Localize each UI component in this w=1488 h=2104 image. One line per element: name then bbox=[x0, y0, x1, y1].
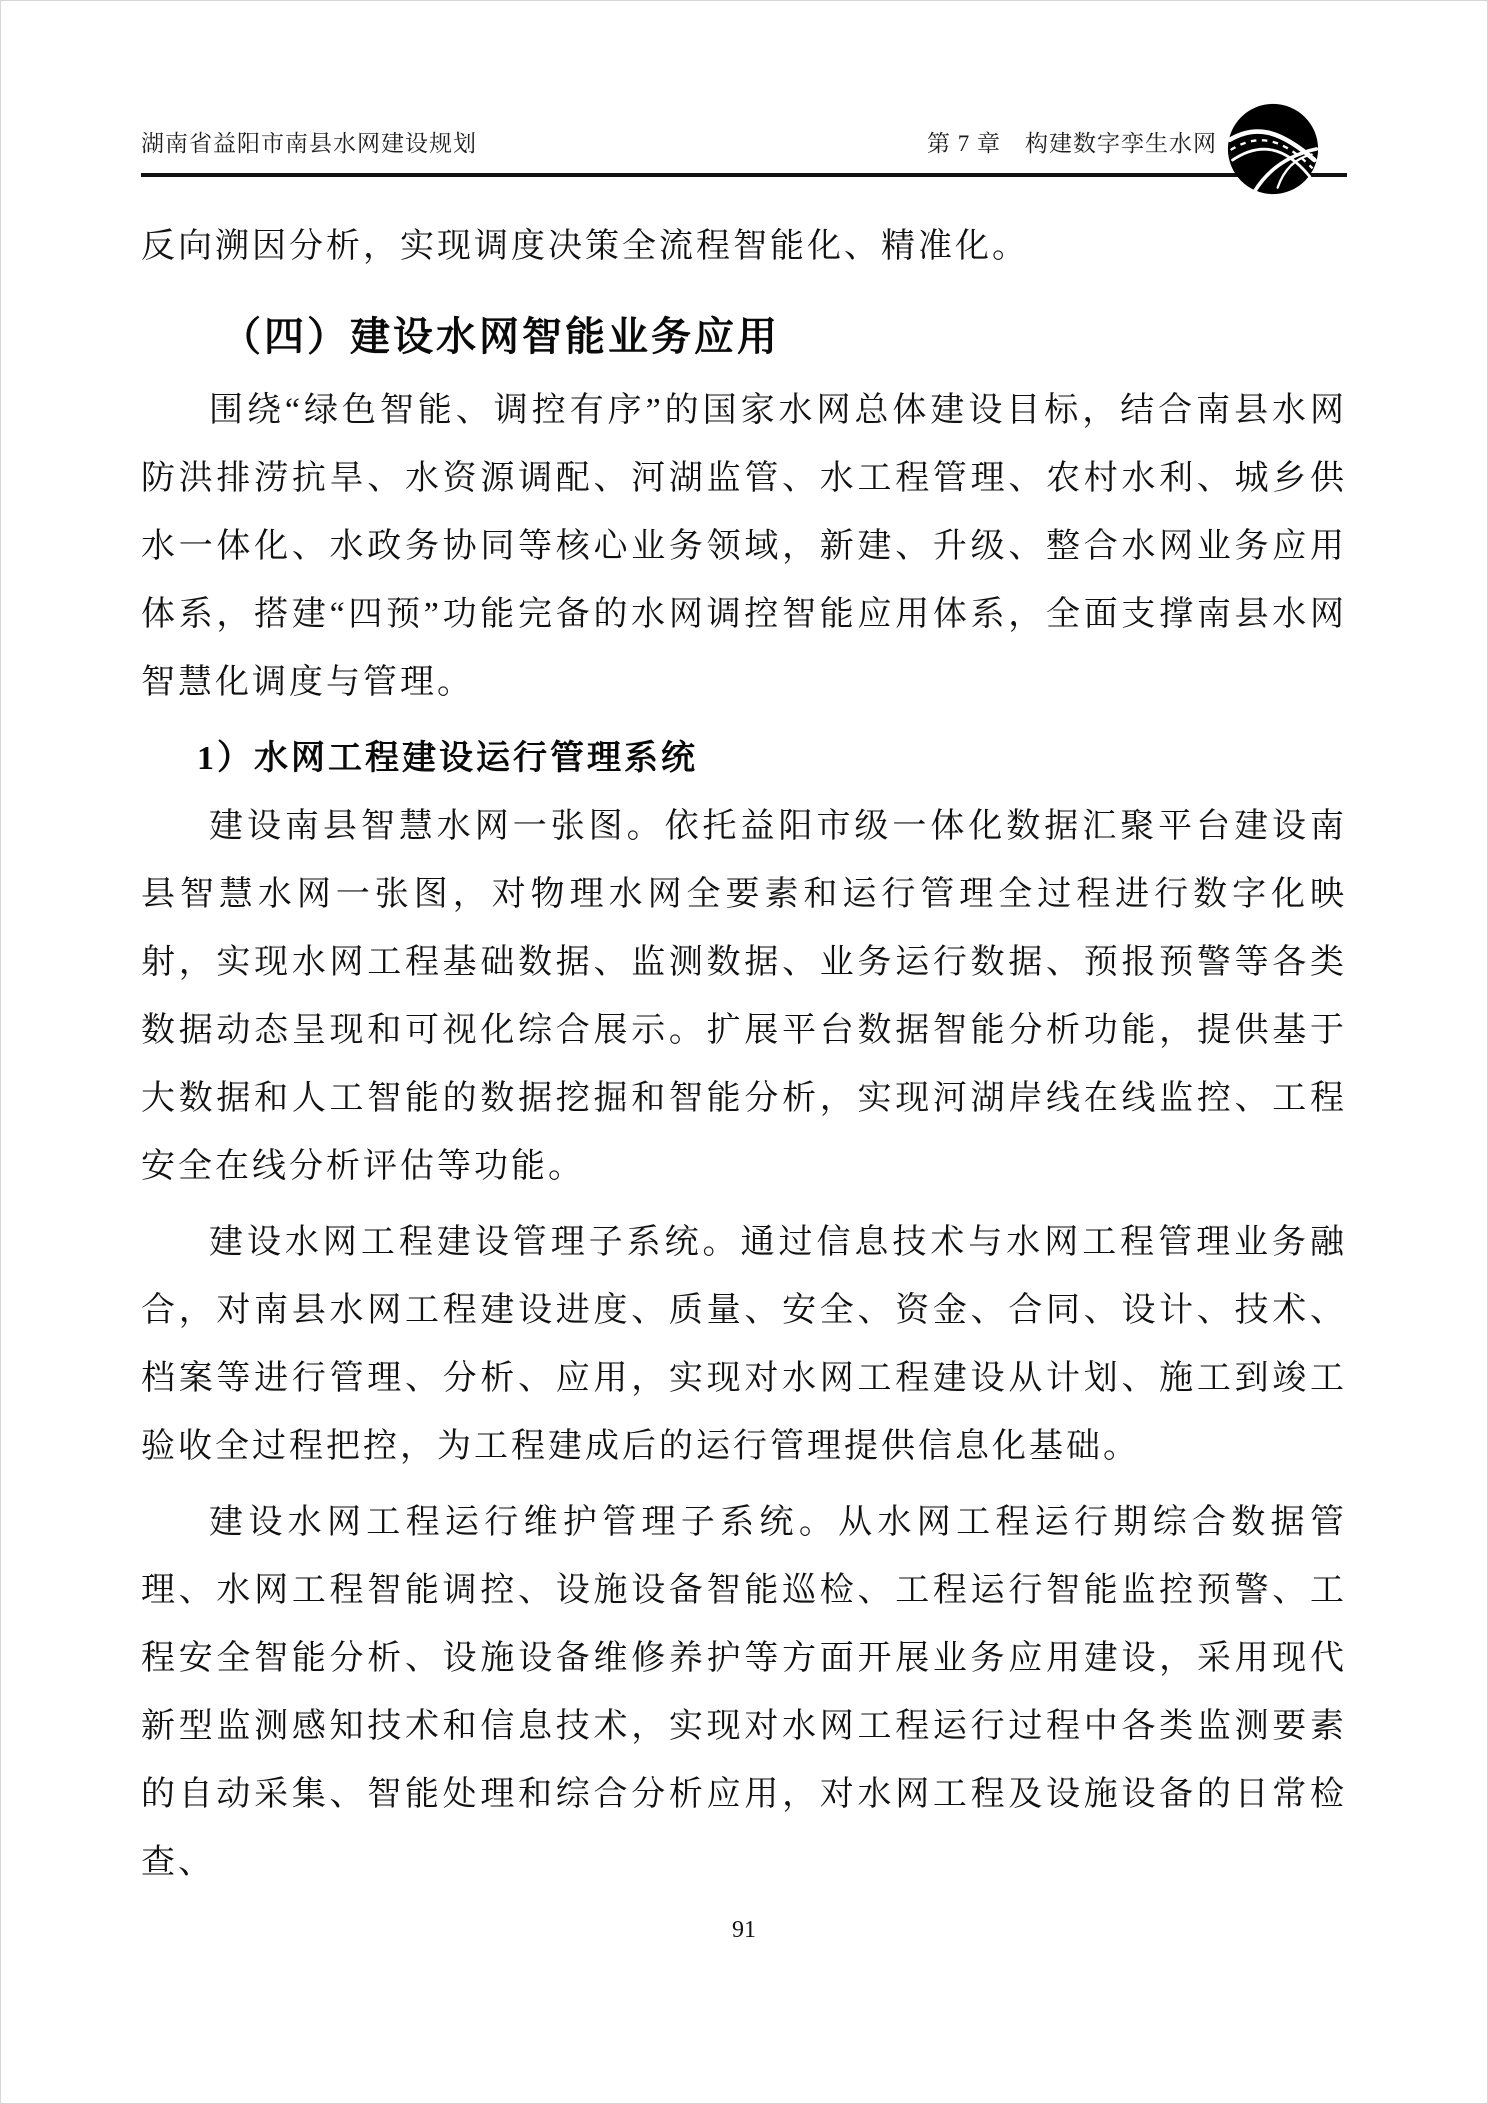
road-emblem-icon bbox=[1227, 103, 1319, 195]
paragraph-one-map: 建设南县智慧水网一张图。依托益阳市级一体化数据汇聚平台建设南县智慧水网一张图，对物理水网全要素和运行管理全过程进行数字化映射，实现水网工程基础数据、监测数据、业务运行数据、预报预警等各类数据动态呈现和可视化综合展示。扩展平台数据智能分析功能，提供基于大数据和人工智能的数据挖掘和智能分析，实现河湖岸线在线监控、工程安全在线分析评估等功能。 bbox=[141, 808, 1347, 1185]
paragraph-operation-subsystem: 建设水网工程运行维护管理子系统。从水网工程运行期综合数据管理、水网工程智能调控、设施设备智能巡检、工程运行智能监控预警、工程安全智能分析、设施设备维修养护等方面开展业务应用建设，采用现代新型监测感知技术和信息技术，实现对水网工程运行过程中各类监测要素的自动采集、智能处理和综合分析应用，对水网工程及设施设备的日常检查、 bbox=[141, 1504, 1347, 1881]
header-row bbox=[141, 129, 1347, 159]
header-document-title: 湖南省益阳市南县水网建设规划 bbox=[141, 131, 477, 156]
sub-heading-system-1: 1）水网工程建设运行管理系统 bbox=[197, 740, 698, 777]
page-footer bbox=[1, 1917, 1487, 1944]
paragraph-intro-continuation: 反向溯因分析，实现调度决策全流程智能化、精准化。 bbox=[141, 228, 1029, 265]
paragraph-construction-subsystem: 建设水网工程建设管理子系统。通过信息技术与水网工程管理业务融合，对南县水网工程建设进度、质量、安全、资金、合同、设计、技术、档案等进行管理、分析、应用，实现对水网工程建设从计划、施工到竣工验收全过程把控，为工程建成后的运行管理提供信息化基础。 bbox=[141, 1224, 1347, 1465]
page-header bbox=[141, 129, 1347, 177]
document-body bbox=[141, 213, 1347, 1905]
page-number: 91 bbox=[732, 1917, 756, 1943]
section-heading-four: （四）建设水网智能业务应用 bbox=[221, 315, 780, 359]
paragraph-overview: 围绕“绿色智能、调控有序”的国家水网总体建设目标，结合南县水网防洪排涝抗旱、水资源调配、河湖监管、水工程管理、农村水利、城乡供水一体化、水政务协同等核心业务领域，新建、升级、整合水网业务应用体系，搭建“四预”功能完备的水网调控智能应用体系，全面支撑南县水网智慧化调度与管理。 bbox=[141, 392, 1347, 701]
header-chapter-title: 第 7 章 构建数字孪生水网 bbox=[927, 131, 1217, 156]
header-rule bbox=[141, 173, 1347, 177]
